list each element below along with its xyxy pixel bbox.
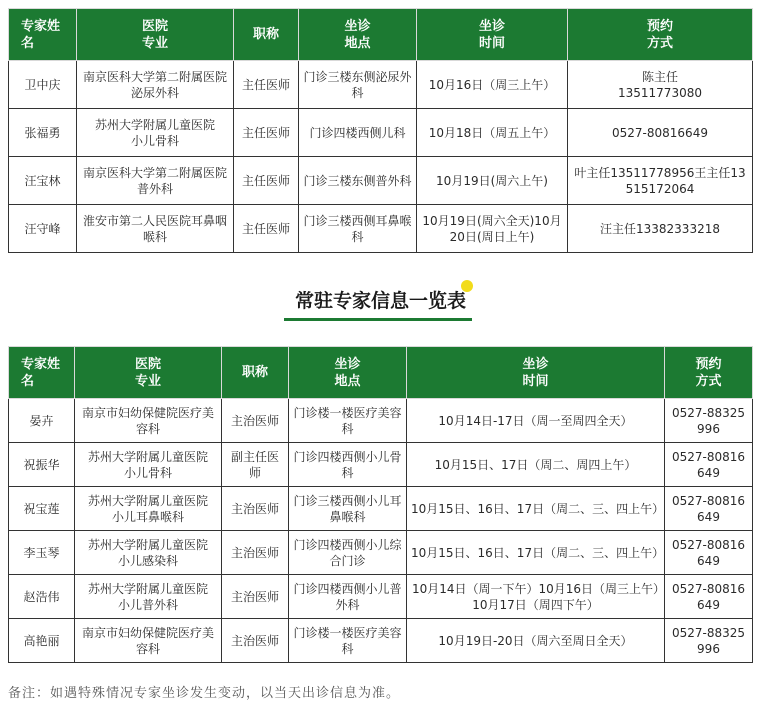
expert-name: 高艳丽 — [9, 619, 75, 663]
clinic-location: 门诊三楼西侧小儿耳鼻喉科 — [289, 487, 407, 531]
clinic-time: 10月18日（周五上午） — [417, 109, 568, 157]
expert-name: 赵浩伟 — [9, 575, 75, 619]
clinic-location: 门诊四楼西侧小儿骨科 — [289, 443, 407, 487]
expert-title: 主治医师 — [222, 531, 289, 575]
table-row — [9, 205, 753, 253]
expert-name: 晏卉 — [9, 399, 75, 443]
header-expert-name: 专家姓名 — [9, 347, 75, 399]
expert-title: 主任医师 — [234, 61, 299, 109]
header-appointment: 预约 方式 — [665, 347, 753, 399]
appointment-method: 0527-88325996 — [665, 619, 753, 663]
expert-name: 卫中庆 — [9, 61, 77, 109]
header-title: 职称 — [222, 347, 289, 399]
appointment-method: 汪主任13382333218 — [568, 205, 753, 253]
expert-title: 主任医师 — [234, 157, 299, 205]
table-row — [9, 575, 753, 619]
clinic-location: 门诊四楼西侧小儿综合门诊 — [289, 531, 407, 575]
expert-title: 主治医师 — [222, 575, 289, 619]
hospital-specialty: 苏州大学附属儿童医院 小儿感染科 — [75, 531, 222, 575]
hospital-specialty: 南京市妇幼保健院医疗美容科 — [75, 619, 222, 663]
appointment-method: 0527-80816649 — [665, 487, 753, 531]
clinic-location: 门诊四楼西侧小儿普外科 — [289, 575, 407, 619]
expert-title: 副主任医师 — [222, 443, 289, 487]
expert-title: 主任医师 — [234, 205, 299, 253]
clinic-time: 10月19日-20日（周六至周日全天） — [407, 619, 665, 663]
hospital-specialty: 淮安市第二人民医院耳鼻咽喉科 — [77, 205, 234, 253]
clinic-time: 10月15日、16日、17日（周二、三、四上午） — [407, 531, 665, 575]
clinic-location: 门诊楼一楼医疗美容科 — [289, 399, 407, 443]
header-appointment: 预约 方式 — [568, 9, 753, 61]
appointment-method: 0527-80816649 — [568, 109, 753, 157]
expert-name: 汪守峰 — [9, 205, 77, 253]
clinic-time: 10月14日（周一下午）10月16日（周三上午）10月17日（周四下午） — [407, 575, 665, 619]
clinic-location: 门诊楼一楼医疗美容科 — [289, 619, 407, 663]
table-row — [9, 619, 753, 663]
hospital-specialty: 苏州大学附属儿童医院 小儿普外科 — [75, 575, 222, 619]
hospital-specialty: 南京医科大学第二附属医院普外科 — [77, 157, 234, 205]
hospital-specialty: 苏州大学附属儿童医院 小儿骨科 — [77, 109, 234, 157]
table-row — [9, 109, 753, 157]
header-expert-name: 专家姓名 — [9, 9, 77, 61]
appointment-method: 陈主任 13511773080 — [568, 61, 753, 109]
expert-title: 主任医师 — [234, 109, 299, 157]
table-header — [9, 347, 753, 399]
visiting-experts-table — [8, 8, 753, 253]
expert-name: 张福勇 — [9, 109, 77, 157]
appointment-method: 叶主任13511778956王主任13515172064 — [568, 157, 753, 205]
section-title-block — [0, 280, 761, 330]
clinic-location: 门诊三楼东侧普外科 — [299, 157, 417, 205]
table-row — [9, 487, 753, 531]
clinic-time: 10月15日、17日（周二、周四上午） — [407, 443, 665, 487]
table-row — [9, 531, 753, 575]
section-title: 常驻专家信息一览表 — [294, 290, 466, 312]
clinic-location: 门诊三楼东侧泌尿外科 — [299, 61, 417, 109]
hospital-specialty: 南京市妇幼保健院医疗美容科 — [75, 399, 222, 443]
header-time: 坐诊 时间 — [417, 9, 568, 61]
header-time: 坐诊 时间 — [407, 347, 665, 399]
clinic-time: 10月16日（周三上午） — [417, 61, 568, 109]
header-location: 坐诊 地点 — [289, 347, 407, 399]
table-row — [9, 443, 753, 487]
table-row — [9, 157, 753, 205]
hospital-specialty: 苏州大学附属儿童医院 小儿耳鼻喉科 — [75, 487, 222, 531]
appointment-method: 0527-80816649 — [665, 575, 753, 619]
table-row — [9, 399, 753, 443]
title-underline — [284, 318, 472, 321]
expert-title: 主治医师 — [222, 399, 289, 443]
header-location: 坐诊 地点 — [299, 9, 417, 61]
clinic-time: 10月14日-17日（周一至周四全天） — [407, 399, 665, 443]
clinic-time: 10月15日、16日、17日（周二、三、四上午） — [407, 487, 665, 531]
appointment-method: 0527-88325996 — [665, 399, 753, 443]
table-row — [9, 61, 753, 109]
expert-name: 祝宝莲 — [9, 487, 75, 531]
footnote: 备注：如遇特殊情况专家坐诊发生变动，以当天出诊信息为准。 — [8, 686, 401, 701]
appointment-method: 0527-80816649 — [665, 443, 753, 487]
header-title: 职称 — [234, 9, 299, 61]
expert-name: 李玉琴 — [9, 531, 75, 575]
hospital-specialty: 南京医科大学第二附属医院泌尿外科 — [77, 61, 234, 109]
appointment-method: 0527-80816649 — [665, 531, 753, 575]
table-header — [9, 9, 753, 61]
clinic-time: 10月19日(周六全天)10月20日(周日上午) — [417, 205, 568, 253]
expert-title: 主治医师 — [222, 487, 289, 531]
clinic-location: 门诊四楼西侧儿科 — [299, 109, 417, 157]
resident-experts-table — [8, 346, 753, 663]
expert-name: 祝振华 — [9, 443, 75, 487]
expert-title: 主治医师 — [222, 619, 289, 663]
expert-name: 汪宝林 — [9, 157, 77, 205]
hospital-specialty: 苏州大学附属儿童医院 小儿骨科 — [75, 443, 222, 487]
clinic-time: 10月19日(周六上午) — [417, 157, 568, 205]
header-hospital-specialty: 医院 专业 — [77, 9, 234, 61]
header-hospital-specialty: 医院 专业 — [75, 347, 222, 399]
clinic-location: 门诊三楼西侧耳鼻喉科 — [299, 205, 417, 253]
